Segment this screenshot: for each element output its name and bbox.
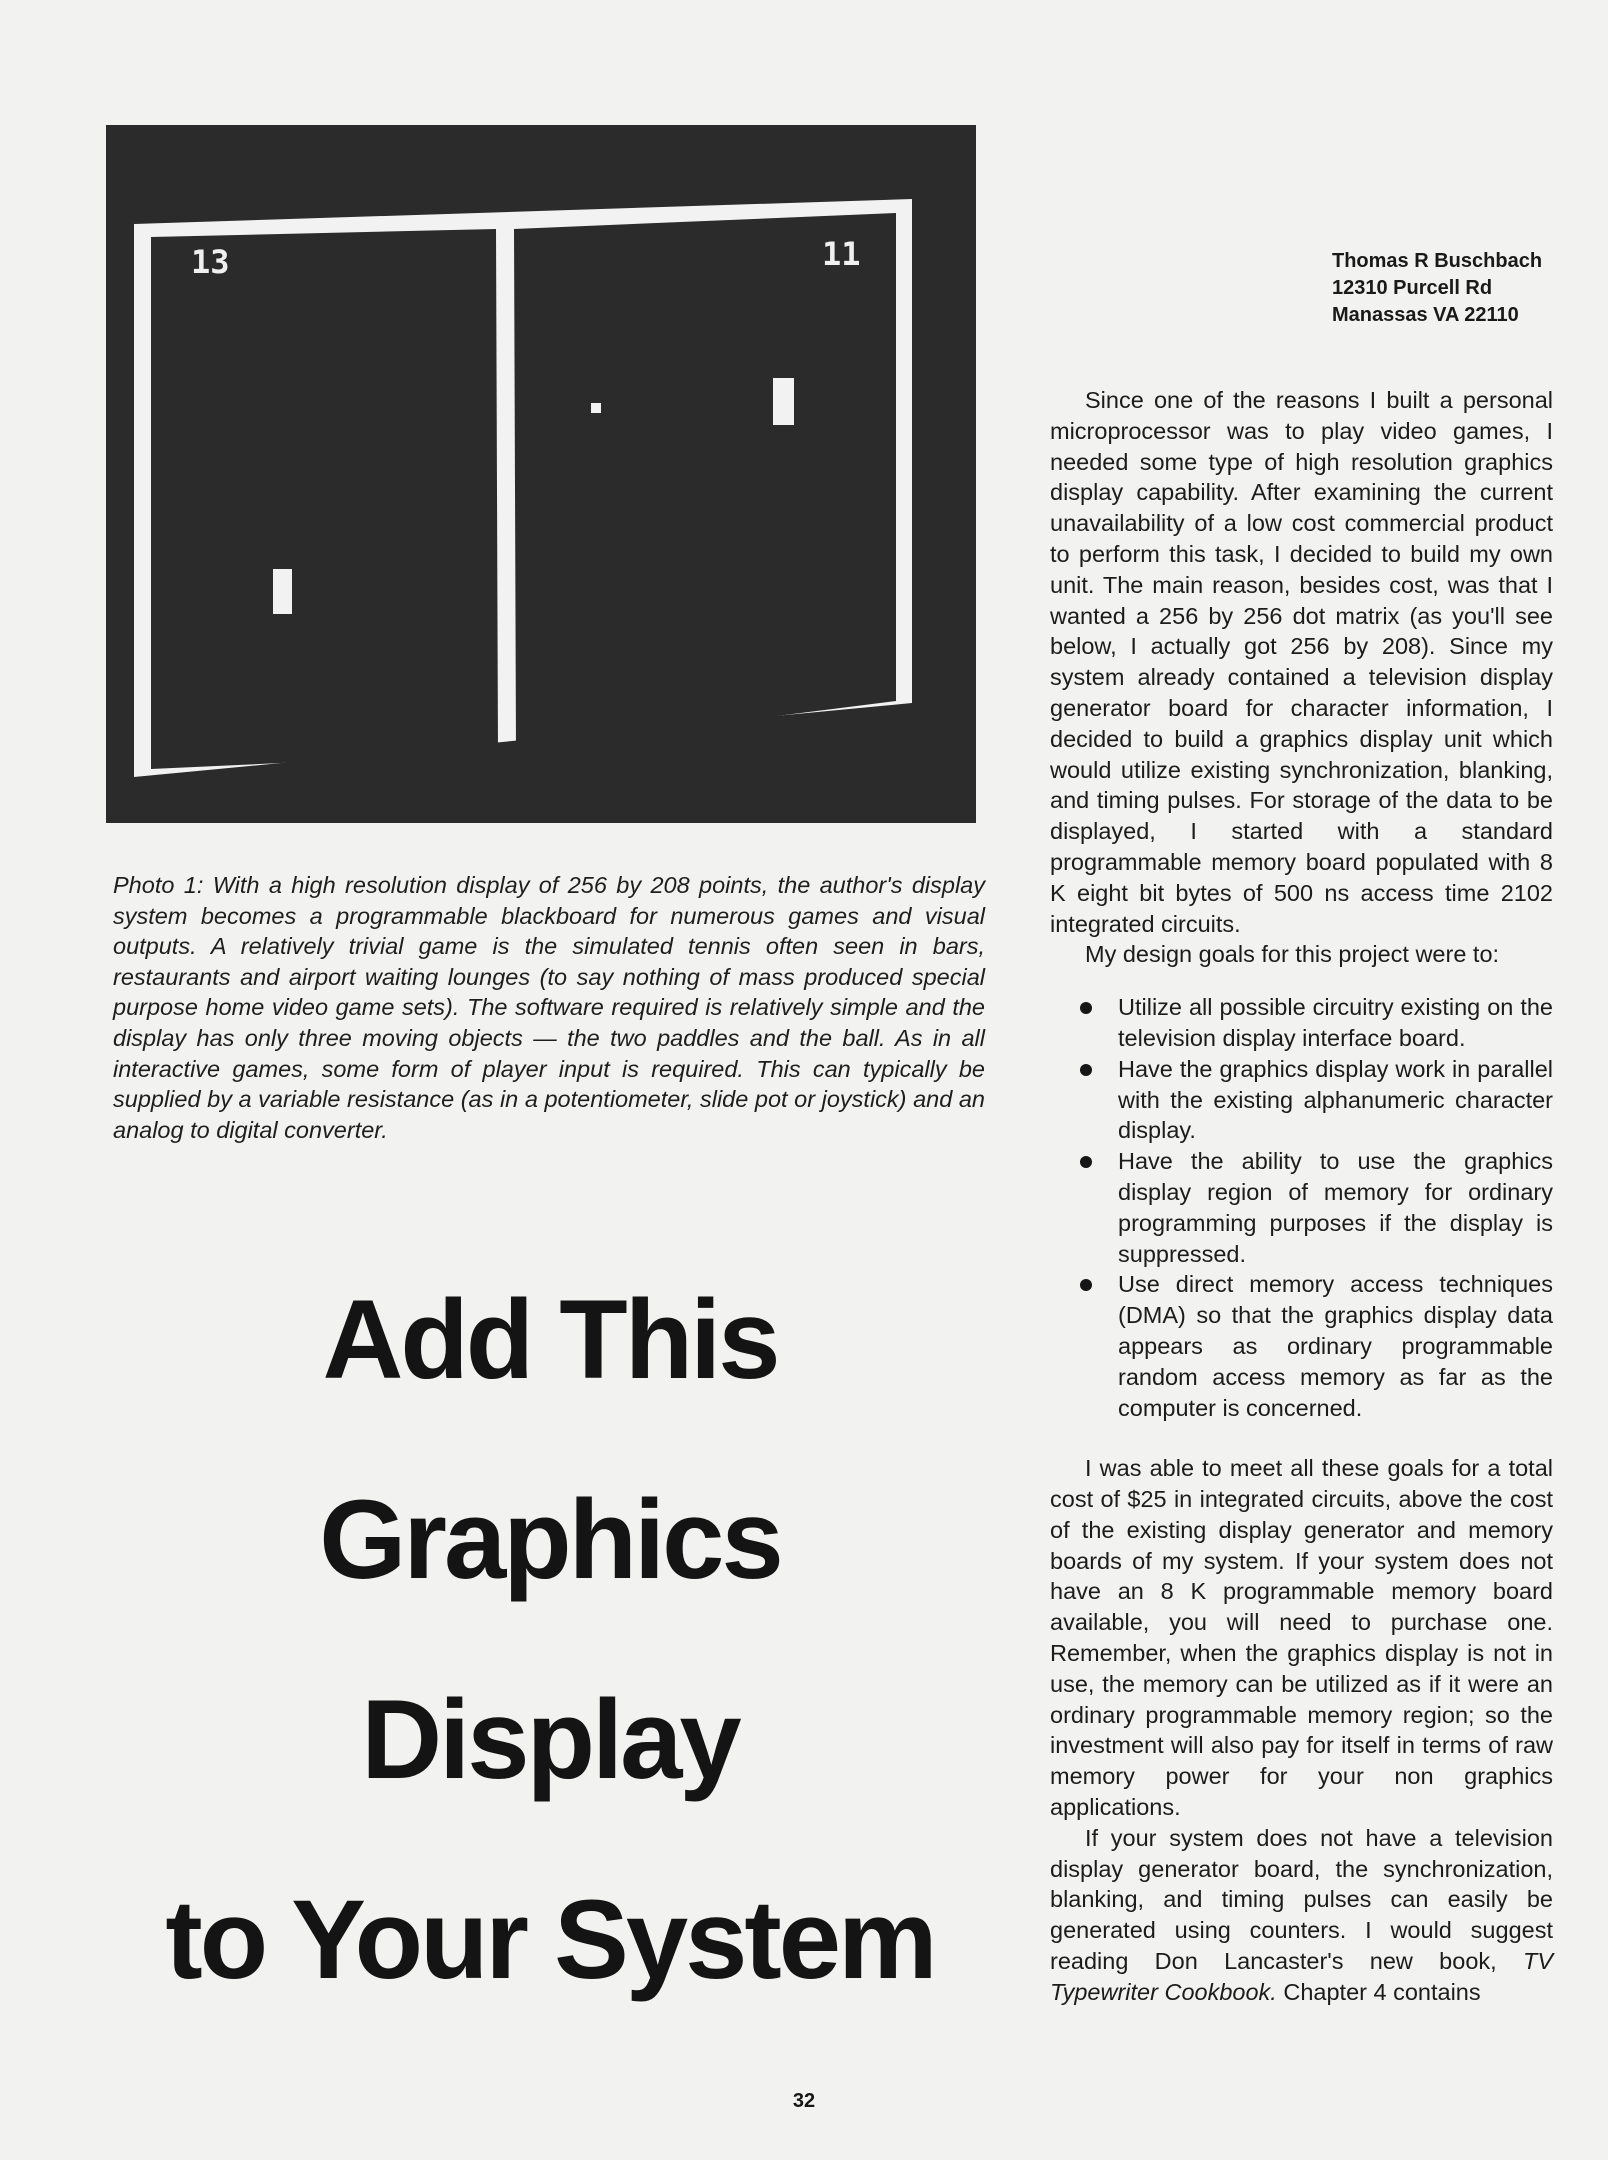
goal-item: Have the ability to use the graphics display region of memory for ordinary programming purposes if the display is suppressed. — [1050, 1146, 1553, 1269]
headline-line-4: to Your System — [165, 1877, 935, 2002]
photo-caption: Photo 1: With a high resolution display of 256 by 208 points, the author's display system becomes a programmable blackboard for numerous games and visual outputs. A relatively trivial game is the simulated tennis often seen in bars, restaurants and airport waiting lounges (to say nothing of mass produced special purpose home video game sets). The software required is relatively simple and the display has only three moving objects — the two paddles and the ball. As in all interactive games, some form of player input is required. This can typically be supplied by a variable resistance (as in a potentiometer, slide pot or joystick) and an analog to digital converter. — [113, 872, 985, 1143]
author-street: 12310 Purcell Rd — [1332, 277, 1493, 299]
right-paddle — [773, 378, 794, 425]
paragraph-4-end: Chapter 4 contains — [1283, 1978, 1481, 2005]
body-paragraph-4 — [1050, 1823, 1553, 2008]
body-paragraph-2: My design goals for this project were to: — [1085, 941, 1500, 968]
left-paddle — [273, 569, 292, 614]
score-left: 13 — [191, 243, 230, 281]
book-title: TV Typewriter Cookbook. — [1050, 1948, 1553, 2005]
author-name: Thomas R Buschbach — [1332, 250, 1543, 272]
author-city: Manassas VA 22110 — [1332, 304, 1519, 326]
page-number: 32 — [792, 2090, 816, 2112]
article-body — [1050, 385, 1553, 2008]
article-headline — [100, 1240, 1000, 2040]
body-paragraph-3: I was able to meet all these goals for a total cost of $25 in integrated circuits, above the cost of the existing display generator and memory boards of my system. If your system does not have an 8 K programmable memory board available, you will need to purchase one. Remember, when the graphics display is not in use, the memory can be utilized as if it were an ordinary programmable memory region; so the investment will also pay for itself in terms of raw memory power for your non graphics applications. — [1050, 1455, 1553, 1821]
photo-pong-screen — [106, 125, 976, 823]
goal-item: Use direct memory access techniques (DMA) so that the graphics display data appears as ordinary programmable random access memory as far as the computer is concerned. — [1050, 1269, 1553, 1423]
headline-line-2: Graphics — [319, 1477, 781, 1602]
ball — [591, 403, 601, 413]
headline-line-3: Display — [361, 1677, 739, 1802]
pong-screen-illustration — [106, 125, 976, 823]
body-paragraph-1: Since one of the reasons I built a personal microprocessor was to play video games, I needed some type of high resolution graphics display capability. After examining the current unavailability of a low cost commercial product to perform this task, I decided to build my own unit. The main reason, besides cost, was that I wanted a 256 by 256 dot matrix (as you'll see below, I actually got 256 by 208). Since my system already contained a television display generator board for character information, I decided to build a graphics display unit which would utilize existing synchronization, blanking, and timing pulses. For storage of the data to be displayed, I started with a standard programmable memory board populated with 8 K eight bit bytes of 500 ns access time 2102 integrated circuits. — [1050, 387, 1553, 937]
goal-item: Have the graphics display work in parallel with the existing alphanumeric character display. — [1050, 1054, 1553, 1146]
goal-item: Utilize all possible circuitry existing on the television display interface board. — [1050, 992, 1553, 1054]
headline-line-1: Add This — [322, 1277, 778, 1402]
paragraph-4-start: If your system does not have a television display generator board, the synchronization, blanking, and timing pulses can easily be generated using counters. I would suggest reading Don Lancaster's new book, — [1050, 1824, 1553, 1975]
score-right: 11 — [822, 235, 861, 273]
author-address — [1332, 248, 1572, 329]
design-goals-list — [1050, 992, 1553, 1423]
